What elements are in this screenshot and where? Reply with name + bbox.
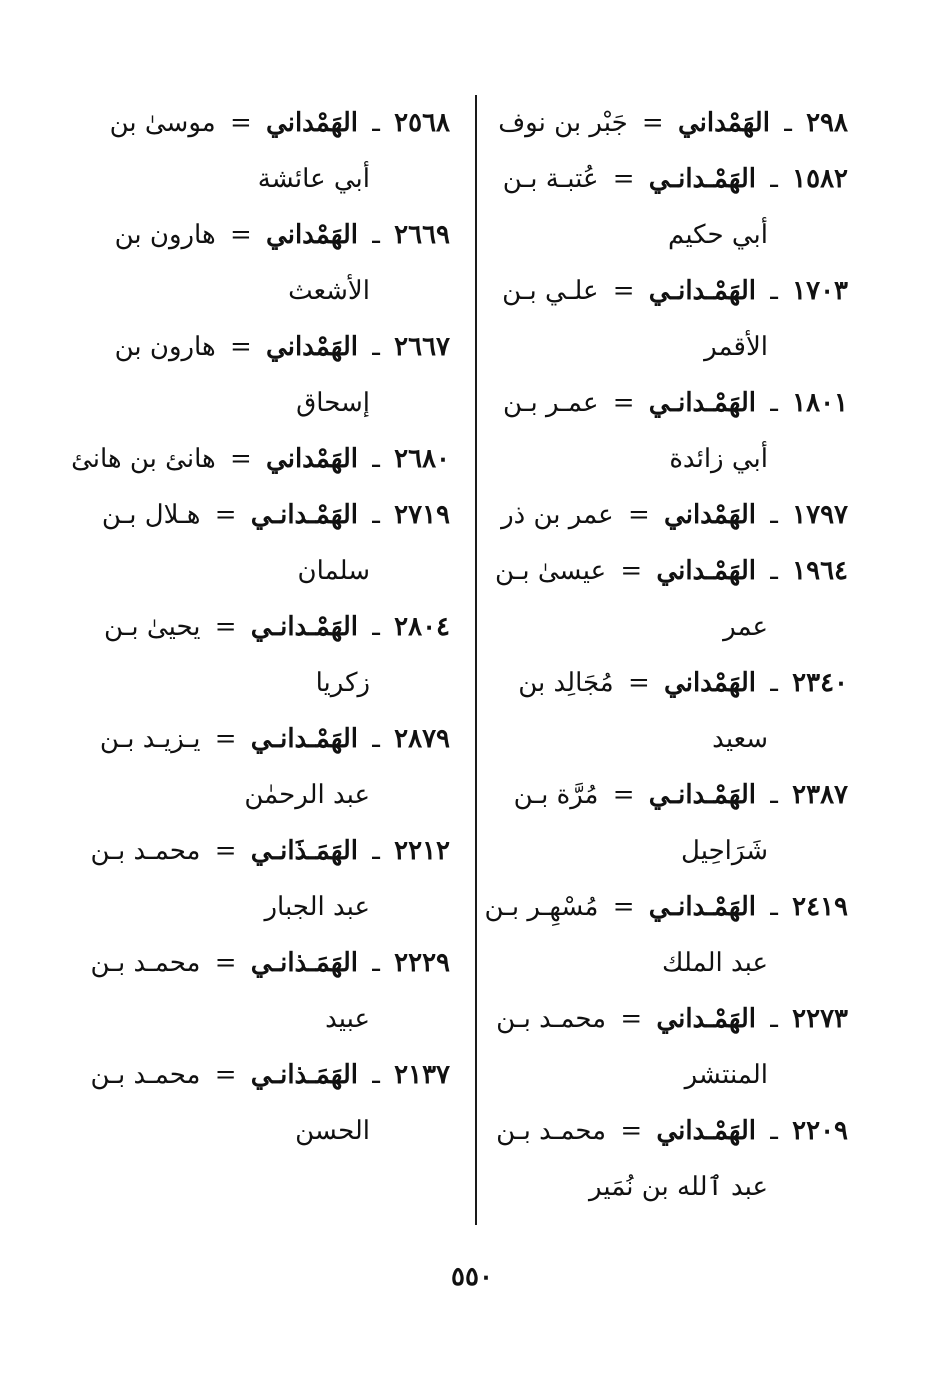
entry-first-line (91, 836, 450, 866)
entry-first-line (518, 668, 848, 698)
entry-nisba: الهَمْـداني (656, 1116, 756, 1146)
entry-nisba: الهَمَـذَانـي (250, 836, 358, 866)
entry-name: هانئ بن هانئ (71, 444, 216, 474)
entry-number: ٢٦٨٠ (394, 444, 450, 474)
entry-nisba: الهَمَـذانـي (250, 1060, 358, 1090)
entry-first-line (104, 612, 450, 642)
entry-number: ٢٣٤٠ (792, 668, 848, 698)
entry-dash: ـ (372, 948, 380, 978)
entry-name: محمـد بـن (90, 948, 201, 978)
entry-first-line (91, 948, 450, 978)
entry-name-continuation: إسحاق (296, 388, 370, 418)
entry-first-line (115, 332, 450, 362)
entry-equals: = (620, 1116, 643, 1146)
entry-name-continuation: عبد ٱلله بن نُمَير (589, 1172, 768, 1202)
entry-name-continuation: سعيد (712, 724, 768, 754)
entry-equals: = (641, 108, 664, 138)
entry-nisba: الهَمْـدانـي (648, 276, 756, 306)
entry-number: ٢٢١٢ (394, 836, 450, 866)
entry-equals: = (214, 724, 237, 754)
entry-name: محمـد بـن (90, 1060, 201, 1090)
entry-equals: = (214, 500, 237, 530)
entry-name-continuation: عبد الجبار (264, 892, 370, 922)
entry-number: ٢٦٦٩ (394, 220, 450, 250)
entry-number: ٢١٣٧ (394, 1060, 450, 1090)
entry-name: مُرَّة بـن (513, 780, 599, 810)
entry-number: ٢٦٦٧ (394, 332, 450, 362)
entry-name-continuation: المنتشر (684, 1060, 768, 1090)
entry-name: موسىٰ بن (109, 108, 216, 138)
entry-name: محمـد بـن (496, 1116, 607, 1146)
entry-nisba: الهَمْـدانـي (648, 164, 756, 194)
entry-name: عمر بن ذر (501, 500, 614, 530)
entry-equals: = (612, 164, 635, 194)
entry-equals: = (627, 668, 650, 698)
entry-name: علـي بـن (502, 276, 599, 306)
entry-dash: ـ (770, 1116, 778, 1146)
entry-name: يحيىٰ بـن (104, 612, 201, 642)
entry-first-line (496, 1116, 848, 1146)
entry-dash: ـ (372, 1060, 380, 1090)
entry-number: ٢٢٠٩ (792, 1116, 848, 1146)
index-entry (90, 823, 450, 935)
index-entry (71, 431, 450, 487)
entry-nisba: الهَمْداني (664, 668, 756, 698)
entry-equals: = (612, 388, 635, 418)
page-number: ٥٥٠ (451, 1262, 493, 1292)
index-entry (493, 263, 848, 375)
entry-name: مُسْهِـر بـن (484, 892, 599, 922)
index-entry (95, 95, 450, 207)
entry-dash: ـ (372, 612, 380, 642)
entry-first-line (115, 220, 450, 250)
entry-number: ٢٩٨ (806, 108, 848, 138)
entry-equals: = (214, 836, 237, 866)
entry-first-line (501, 500, 848, 530)
entry-nisba: الهَمْـداني (656, 1004, 756, 1034)
entry-dash: ـ (784, 108, 792, 138)
entry-dash: ـ (770, 1004, 778, 1034)
entry-dash: ـ (372, 332, 380, 362)
entry-number: ٢٧١٩ (394, 500, 450, 530)
entry-dash: ـ (372, 500, 380, 530)
entry-first-line (495, 556, 848, 586)
index-entry (493, 1103, 848, 1215)
index-entry (484, 879, 848, 991)
entry-nisba: الهَمْـدانـي (250, 612, 358, 642)
entry-equals: = (627, 500, 650, 530)
entry-dash: ـ (770, 276, 778, 306)
entry-dash: ـ (372, 220, 380, 250)
entry-first-line (496, 1004, 848, 1034)
entry-dash: ـ (770, 892, 778, 922)
entry-number: ١٧٠٣ (792, 276, 848, 306)
entry-dash: ـ (770, 164, 778, 194)
entry-name: هارون بن (114, 220, 216, 250)
entry-name-continuation: الحسن (295, 1116, 370, 1146)
entry-name: محمـد بـن (496, 1004, 607, 1034)
entry-nisba: الهَمْداني (266, 444, 358, 474)
entry-nisba: الهَمْـدانـي (250, 500, 358, 530)
entry-nisba: الهَمْـدانـي (648, 780, 756, 810)
entry-first-line (110, 108, 450, 138)
entry-name-continuation: أبي زائدة (669, 444, 768, 474)
entry-equals: = (620, 1004, 643, 1034)
entry-number: ٢٣٨٧ (792, 780, 848, 810)
entry-name-continuation: عبد الرحمٰن (244, 780, 370, 810)
entry-number: ٢٢٢٩ (394, 948, 450, 978)
entry-nisba: الهَمْداني (677, 108, 770, 138)
entry-dash: ـ (372, 444, 380, 474)
entry-dash: ـ (770, 556, 778, 586)
entry-name: محمـد بـن (90, 836, 201, 866)
right-column (484, 95, 848, 1215)
entry-nisba: الهَمْـداني (656, 556, 756, 586)
entry-dash: ـ (770, 668, 778, 698)
entry-number: ١٨٠١ (792, 388, 848, 418)
entry-first-line (102, 500, 450, 530)
index-entry (493, 375, 848, 487)
entry-nisba: الهَمْداني (664, 500, 756, 530)
entry-number: ١٩٦٤ (792, 556, 848, 586)
index-entry (95, 207, 450, 319)
entry-nisba: الهَمْـدانـي (648, 892, 756, 922)
entry-name-continuation: زكريا (315, 668, 370, 698)
entry-name: عمـر بـن (503, 388, 599, 418)
entry-name-continuation: عبد الملك (662, 948, 768, 978)
entry-number: ١٧٩٧ (792, 500, 848, 530)
entry-dash: ـ (372, 836, 380, 866)
entry-name-continuation: الأشعث (288, 276, 370, 306)
entry-number: ٢٨٠٤ (394, 612, 450, 642)
entry-number: ٢٢٧٣ (792, 1004, 848, 1034)
entry-dash: ـ (372, 724, 380, 754)
entry-name-continuation: عبيد (325, 1004, 370, 1034)
entry-first-line (498, 108, 848, 138)
entry-number: ٢٥٦٨ (394, 108, 450, 138)
index-entry (493, 151, 848, 263)
index-entry (493, 487, 848, 543)
entry-first-line (91, 1060, 450, 1090)
entry-name: هارون بن (114, 332, 216, 362)
index-entry (493, 543, 848, 655)
left-column (71, 95, 450, 1159)
entry-dash: ـ (770, 388, 778, 418)
entry-number: ٢٨٧٩ (394, 724, 450, 754)
entry-equals: = (620, 556, 643, 586)
entry-equals: = (612, 780, 635, 810)
entry-name-continuation: أبي عائشة (257, 164, 370, 194)
index-entry (493, 767, 848, 879)
entry-name: جَبْر بن نوف (498, 108, 628, 138)
entry-number: ١٥٨٢ (792, 164, 848, 194)
entry-equals: = (229, 444, 252, 474)
entry-first-line (503, 388, 848, 418)
entry-dash: ـ (372, 108, 380, 138)
entry-nisba: الهَمْـدانـي (250, 724, 358, 754)
entry-equals: = (229, 108, 252, 138)
entry-equals: = (229, 332, 252, 362)
index-entry (95, 319, 450, 431)
entry-name: مُجَالِد بن (518, 668, 614, 698)
index-entry (90, 1047, 450, 1159)
entry-name: عيسىٰ بـن (494, 556, 607, 586)
entry-first-line (503, 164, 848, 194)
entry-name-continuation: الأقمر (704, 332, 768, 362)
entry-equals: = (612, 276, 635, 306)
entry-first-line (484, 892, 848, 922)
entry-nisba: الهَمْداني (266, 220, 358, 250)
index-entry (95, 599, 450, 711)
entry-name-continuation: سلمان (297, 556, 370, 586)
entry-name-continuation: عمر (723, 612, 768, 642)
entry-nisba: الهَمْداني (266, 332, 358, 362)
index-entry (493, 655, 848, 767)
entry-first-line (71, 444, 450, 474)
entry-first-line (502, 276, 848, 306)
entry-first-line (514, 780, 848, 810)
entry-name: عُتبـة بـن (502, 164, 599, 194)
index-entry (493, 95, 848, 151)
entry-equals: = (214, 948, 237, 978)
index-entry (493, 991, 848, 1103)
entry-nisba: الهَمَـذانـي (250, 948, 358, 978)
index-entry (95, 711, 450, 823)
entry-dash: ـ (770, 500, 778, 530)
column-divider (475, 95, 477, 1225)
entry-name-continuation: أبي حكيم (668, 220, 768, 250)
entry-dash: ـ (770, 780, 778, 810)
entry-name: يـزيـد بـن (99, 724, 201, 754)
entry-first-line (100, 724, 450, 754)
entry-equals: = (229, 220, 252, 250)
entry-equals: = (214, 612, 237, 642)
entry-name: هـلال بـن (101, 500, 201, 530)
entry-nisba: الهَمْـدانـي (648, 388, 756, 418)
index-entry (95, 487, 450, 599)
entry-number: ٢٤١٩ (792, 892, 848, 922)
entry-name-continuation: شَرَاحِيل (681, 836, 768, 866)
index-entry (90, 935, 450, 1047)
entry-nisba: الهَمْداني (266, 108, 358, 138)
entry-equals: = (612, 892, 635, 922)
entry-equals: = (214, 1060, 237, 1090)
